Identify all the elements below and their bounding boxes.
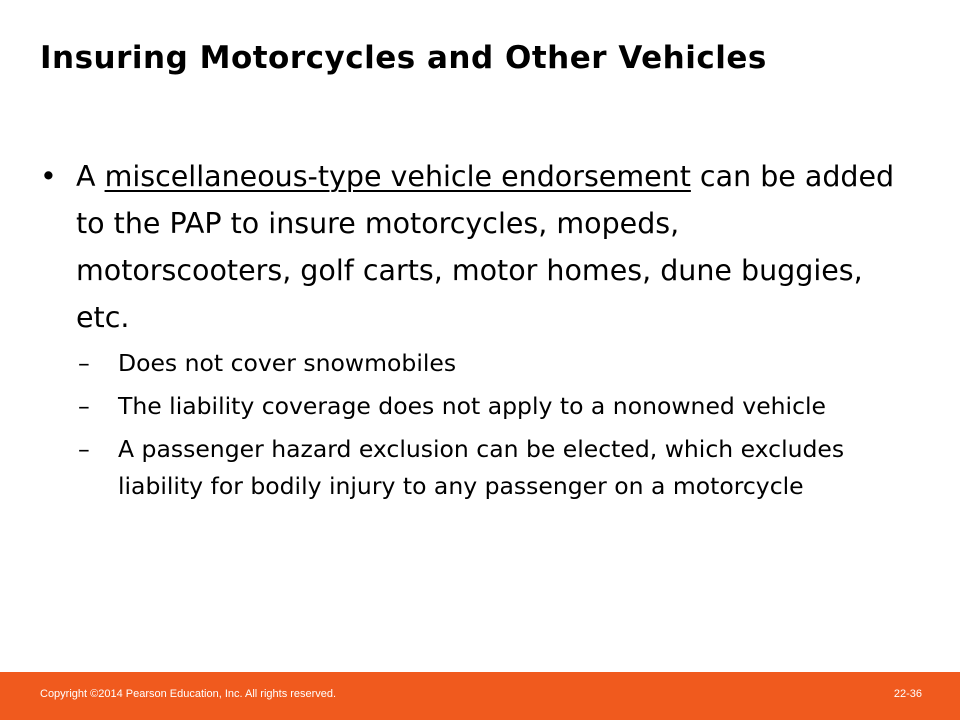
footer-bar bbox=[0, 672, 960, 720]
sub-bullet bbox=[78, 431, 900, 505]
sub-bullet-marker: – bbox=[78, 435, 90, 463]
sub-bullet bbox=[78, 345, 900, 382]
copyright-notice: Copyright ©2014 Pearson Education, Inc. All rights reserved. bbox=[40, 688, 337, 700]
sub-bullet-list bbox=[40, 345, 900, 505]
sub-bullet-marker: – bbox=[78, 392, 90, 420]
bullet-rest: can be added to the PAP to insure motorcycles, mopeds, motorscooters, golf carts, motor homes, dune buggies, etc. bbox=[76, 160, 895, 334]
sub-bullet-marker: – bbox=[78, 349, 90, 377]
sub-bullet-text: Does not cover snowmobiles bbox=[118, 349, 457, 377]
slide-title: Insuring Motorcycles and Other Vehicles bbox=[40, 40, 767, 76]
sub-bullet bbox=[78, 388, 900, 425]
bullet-marker: • bbox=[40, 160, 57, 193]
underlined-term: miscellaneous-type vehicle endorsement bbox=[104, 160, 691, 193]
bullet-prefix: A bbox=[76, 160, 105, 193]
page-number: 22-36 bbox=[893, 688, 922, 700]
slide-body bbox=[40, 153, 900, 511]
sub-bullet-text: A passenger hazard exclusion can be elected, which excludes liability for bodily injury to any passenger on a motorcycle bbox=[118, 435, 845, 500]
main-bullet bbox=[40, 153, 900, 341]
sub-bullet-text: The liability coverage does not apply to a nonowned vehicle bbox=[118, 392, 826, 420]
